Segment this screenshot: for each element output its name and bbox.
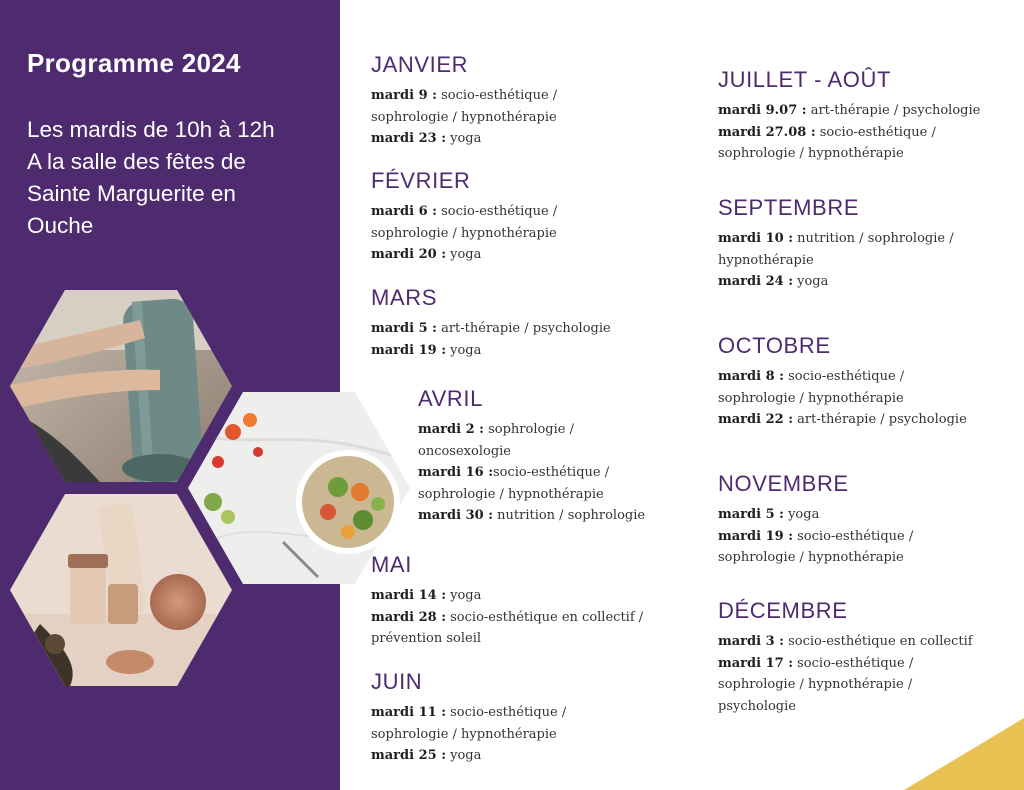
event-day: mardi 3 : [718, 634, 784, 649]
event-line [718, 631, 973, 653]
info-line-venue: A la salle des fêtes de [27, 149, 246, 174]
event-day: mardi 17 : [718, 655, 793, 671]
event-activity: sophrologie / hypnothérapie [371, 109, 557, 125]
event-day: mardi 16 : [418, 465, 493, 480]
event-line [371, 244, 557, 266]
event-activity: yoga [783, 507, 820, 522]
event-day: mardi 24 : [718, 274, 793, 289]
month-block-septembre [718, 195, 954, 293]
info-line-town: Sainte Marguerite en [27, 181, 236, 206]
event-line [718, 696, 973, 718]
event-line [718, 653, 973, 675]
event-activity: sophrologie / hypnothérapie [718, 146, 904, 161]
event-activity: sophrologie / hypnothérapie / [718, 677, 913, 692]
month-heading: JUILLET - AOÛT [718, 67, 892, 92]
event-line [371, 85, 557, 107]
month-heading: SEPTEMBRE [718, 195, 860, 220]
event-line [371, 585, 643, 607]
event-day: mardi 6 : [371, 204, 437, 219]
event-day: mardi 23 : [371, 131, 446, 146]
month-heading: JANVIER [371, 52, 469, 77]
program-title: Programme 2024 [27, 48, 241, 78]
event-line [371, 628, 643, 650]
event-day: mardi 2 : [418, 422, 484, 437]
event-activity: hypnothérapie [718, 252, 814, 268]
event-activity: socio-esthétique / [793, 655, 914, 671]
event-day: mardi 8 : [718, 369, 784, 384]
month-block-juin [371, 669, 566, 767]
event-line [718, 547, 913, 569]
event-activity: yoga [446, 131, 482, 146]
event-activity: yoga [446, 588, 482, 603]
event-activity: sophrologie / hypnothérapie [418, 486, 604, 502]
info-line-town-end: Ouche [27, 213, 94, 238]
month-block-mai [371, 552, 643, 650]
event-day: mardi 20 : [371, 247, 446, 262]
event-line [418, 441, 645, 463]
event-line [418, 484, 645, 506]
info-line-time: Les mardis de 10h à 12h [27, 117, 275, 142]
event-line [718, 143, 980, 165]
event-activity: art-thérapie / psychologie [793, 412, 967, 427]
event-activity: socio-esthétique en collectif [783, 634, 973, 649]
event-line [418, 462, 645, 484]
event-day: mardi 25 : [371, 748, 446, 763]
month-heading: NOVEMBRE [718, 471, 849, 496]
event-activity: yoga [446, 748, 482, 763]
event-activity: art-thérapie / psychologie [436, 321, 611, 336]
event-activity: socio-esthétique / [436, 204, 558, 219]
event-day: mardi 11 : [371, 705, 446, 720]
event-activity: socio-esthétique / [815, 124, 936, 140]
event-activity: sophrologie / hypnothérapie [718, 550, 904, 565]
event-line [371, 107, 557, 129]
schedule-info [27, 114, 327, 242]
event-line [718, 250, 954, 272]
event-line [718, 100, 980, 122]
event-day: mardi 5 : [718, 507, 784, 522]
event-day: mardi 9 : [371, 88, 437, 103]
event-activity: yoga [446, 342, 482, 358]
month-heading: DÉCEMBRE [718, 598, 848, 623]
event-line [371, 607, 643, 629]
event-activity: yoga [446, 247, 482, 262]
month-heading: JUIN [371, 669, 423, 694]
event-activity: prévention soleil [371, 631, 482, 646]
month-block-fevrier [371, 168, 557, 266]
event-line [718, 526, 913, 548]
event-activity: socio-esthétique / [793, 528, 914, 544]
event-line [371, 702, 566, 724]
month-block-avril [418, 386, 645, 527]
event-activity: sophrologie / hypnothérapie [718, 390, 904, 406]
event-day: mardi 19 : [371, 342, 446, 358]
event-activity: socio-esthétique en collectif / [446, 609, 644, 625]
event-line [371, 223, 557, 245]
event-day: mardi 30 : [418, 508, 493, 523]
event-line [371, 724, 566, 746]
event-activity: psychologie [718, 698, 796, 714]
event-line [718, 271, 954, 293]
event-day: mardi 22 : [718, 412, 793, 427]
event-day: mardi 14 : [371, 588, 446, 603]
month-heading: OCTOBRE [718, 333, 831, 358]
event-activity: sophrologie / [483, 422, 574, 437]
event-line [718, 409, 967, 431]
event-line [371, 318, 611, 340]
event-activity: yoga [793, 274, 829, 289]
month-heading: AVRIL [418, 386, 483, 411]
event-line [418, 419, 645, 441]
decorative-corner-triangle [904, 718, 1024, 790]
month-heading: MAI [371, 552, 412, 577]
event-line [718, 228, 954, 250]
event-activity: oncosexologie [418, 443, 511, 459]
month-block-mars [371, 285, 611, 361]
event-line [718, 122, 980, 144]
event-activity: socio-esthétique / [783, 369, 905, 384]
month-block-novembre [718, 471, 913, 569]
event-day: mardi 9.07 : [718, 103, 807, 118]
month-heading: FÉVRIER [371, 168, 471, 193]
event-activity: socio-esthétique / [446, 705, 567, 720]
event-day: mardi 27.08 : [718, 124, 816, 140]
event-line [371, 745, 566, 767]
event-activity: socio-esthétique / [493, 465, 610, 480]
event-activity: nutrition / sophrologie / [793, 231, 954, 246]
event-activity: socio-esthétique / [436, 88, 558, 103]
event-day: mardi 5 : [371, 321, 437, 336]
event-line [718, 366, 967, 388]
event-line [371, 128, 557, 150]
month-block-juillet-aout [718, 67, 980, 165]
month-block-janvier [371, 52, 557, 150]
month-block-octobre [718, 333, 967, 431]
event-line [718, 674, 973, 696]
event-line [418, 505, 645, 527]
event-line [718, 504, 913, 526]
month-heading: MARS [371, 285, 437, 310]
event-line [371, 201, 557, 223]
event-day: mardi 19 : [718, 528, 793, 544]
month-block-decembre [718, 598, 973, 717]
event-activity: sophrologie / hypnothérapie [371, 225, 557, 241]
event-activity: art-thérapie / psychologie [806, 103, 981, 118]
cosmetics-products-photo [10, 494, 232, 686]
event-day: mardi 10 : [718, 231, 793, 246]
event-day: mardi 28 : [371, 609, 446, 625]
event-activity: nutrition / sophrologie [493, 508, 646, 523]
event-activity: sophrologie / hypnothérapie [371, 726, 557, 742]
event-line [718, 388, 967, 410]
event-line [371, 340, 611, 362]
